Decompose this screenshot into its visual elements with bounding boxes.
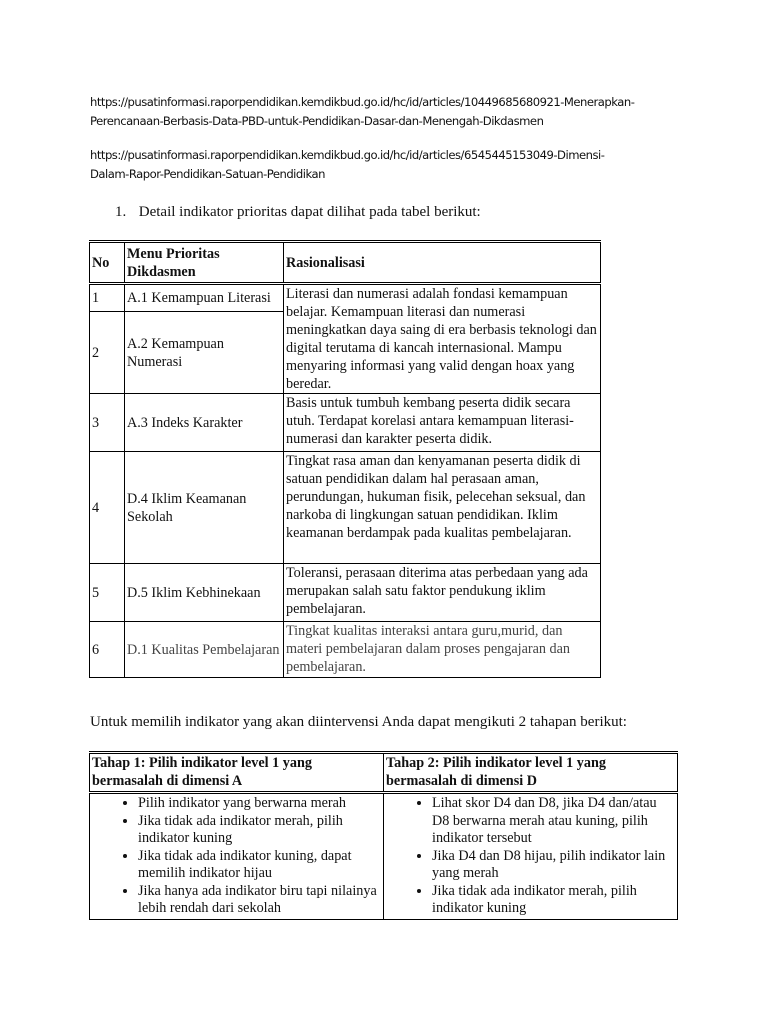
cell-no: 6 xyxy=(90,622,125,678)
table-row xyxy=(90,793,678,920)
stages-intro-text: Untuk memilih indikator yang akan diintervensi Anda dapat mengikuti 2 tahapan berikut: xyxy=(90,714,627,730)
cell-rasionalisasi: Basis untuk tumbuh kembang peserta didik secara utuh. Terdapat korelasi antara kemampuan literasi-numerasi dan karakter peserta didik. xyxy=(284,394,601,452)
list-item: • Pilih indikator yang berwarna merah xyxy=(138,795,381,813)
bullet-list xyxy=(92,795,381,918)
list-number: 1. xyxy=(115,204,127,220)
cell-rasionalisasi: Toleransi, perasaan diterima atas perbedaan yang ada merupakan salah satu faktor pendukung iklim pembelajaran. xyxy=(284,564,601,622)
table-row xyxy=(90,284,601,312)
link-line: https://pusatinformasi.raporpendidikan.kemdikbud.go.id/hc/id/articles/6545445153049-Dimensi- xyxy=(90,148,605,162)
table-header-row xyxy=(90,753,678,793)
cell-menu: A.3 Indeks Karakter xyxy=(125,394,284,452)
cell-rasionalisasi: Literasi dan numerasi adalah fondasi kemampuan belajar. Kemampuan literasi dan numerasi meningkatkan daya saing di era berbasis teknologi dan digital terutama di kancah internasional. Mampu menyaring informasi yang valid dengan hoax yang beredar. xyxy=(284,284,601,394)
link-line: https://pusatinformasi.raporpendidikan.kemdikbud.go.id/hc/id/articles/10449685680921-Menerapkan- xyxy=(90,95,635,109)
header-tahap-2: Tahap 2: Pilih indikator level 1 yang bermasalah di dimensi D xyxy=(384,753,678,793)
list-item: • Jika tidak ada indikator kuning, dapat memilih indikator hijau xyxy=(138,848,381,883)
intro-text: Detail indikator prioritas dapat dilihat pada tabel berikut: xyxy=(138,204,481,220)
list-item: • Jika tidak ada indikator merah, pilih indikator kuning xyxy=(138,813,381,848)
table-row xyxy=(90,622,601,678)
list-item: • Lihat skor D4 dan D8, jika D4 dan/atau D8 berwarna merah atau kuning, pilih indikator tersebut xyxy=(432,795,675,848)
list-item: • Jika hanya ada indikator biru tapi nilainya lebih rendah dari sekolah xyxy=(138,883,381,918)
cell-tahap-2 xyxy=(384,793,678,920)
list-item: • Jika D4 dan D8 hijau, pilih indikator lain yang merah xyxy=(432,848,675,883)
header-no: No xyxy=(90,242,125,284)
stages-table xyxy=(89,751,678,920)
priority-indicator-table xyxy=(89,240,601,678)
cell-no: 1 xyxy=(90,284,125,312)
link-dimensi-rapor[interactable] xyxy=(90,146,690,184)
header-tahap-1: Tahap 1: Pilih indikator level 1 yang bermasalah di dimensi A xyxy=(90,753,384,793)
table-row xyxy=(90,452,601,564)
cell-menu: D.4 Iklim Keamanan Sekolah xyxy=(125,452,284,564)
link-line: Dalam-Rapor-Pendidikan-Satuan-Pendidikan xyxy=(90,167,325,181)
cell-no: 5 xyxy=(90,564,125,622)
cell-no: 4 xyxy=(90,452,125,564)
intro-list-item xyxy=(115,204,481,221)
table-row xyxy=(90,394,601,452)
header-rasionalisasi: Rasionalisasi xyxy=(284,242,601,284)
table-row xyxy=(90,564,601,622)
cell-tahap-1 xyxy=(90,793,384,920)
list-item: • Jika tidak ada indikator merah, pilih indikator kuning xyxy=(432,883,675,918)
link-line: Perencanaan-Berbasis-Data-PBD-untuk-Pendidikan-Dasar-dan-Menengah-Dikdasmen xyxy=(90,114,544,128)
cell-rasionalisasi: Tingkat rasa aman dan kenyamanan peserta didik di satuan pendidikan dalam hal perasaan aman, perundungan, hukuman fisik, pelecehan seksual, dan narkoba di lingkungan satuan pendidikan. Iklim keamanan berdampak pada kualitas pembelajaran. xyxy=(284,452,601,564)
bullet-list xyxy=(386,795,675,918)
cell-menu: A.1 Kemampuan Literasi xyxy=(125,284,284,312)
cell-menu: D.1 Kualitas Pembelajaran xyxy=(125,622,284,678)
cell-rasionalisasi: Tingkat kualitas interaksi antara guru,murid, dan materi pembelajaran dalam proses pengajaran dan pembelajaran. xyxy=(284,622,601,678)
table-header-row xyxy=(90,242,601,284)
cell-menu: A.2 Kemampuan Numerasi xyxy=(125,312,284,394)
link-menerapkan-pbd[interactable] xyxy=(90,93,690,131)
cell-no: 2 xyxy=(90,312,125,394)
cell-no: 3 xyxy=(90,394,125,452)
header-menu: Menu Prioritas Dikdasmen xyxy=(125,242,284,284)
cell-menu: D.5 Iklim Kebhinekaan xyxy=(125,564,284,622)
